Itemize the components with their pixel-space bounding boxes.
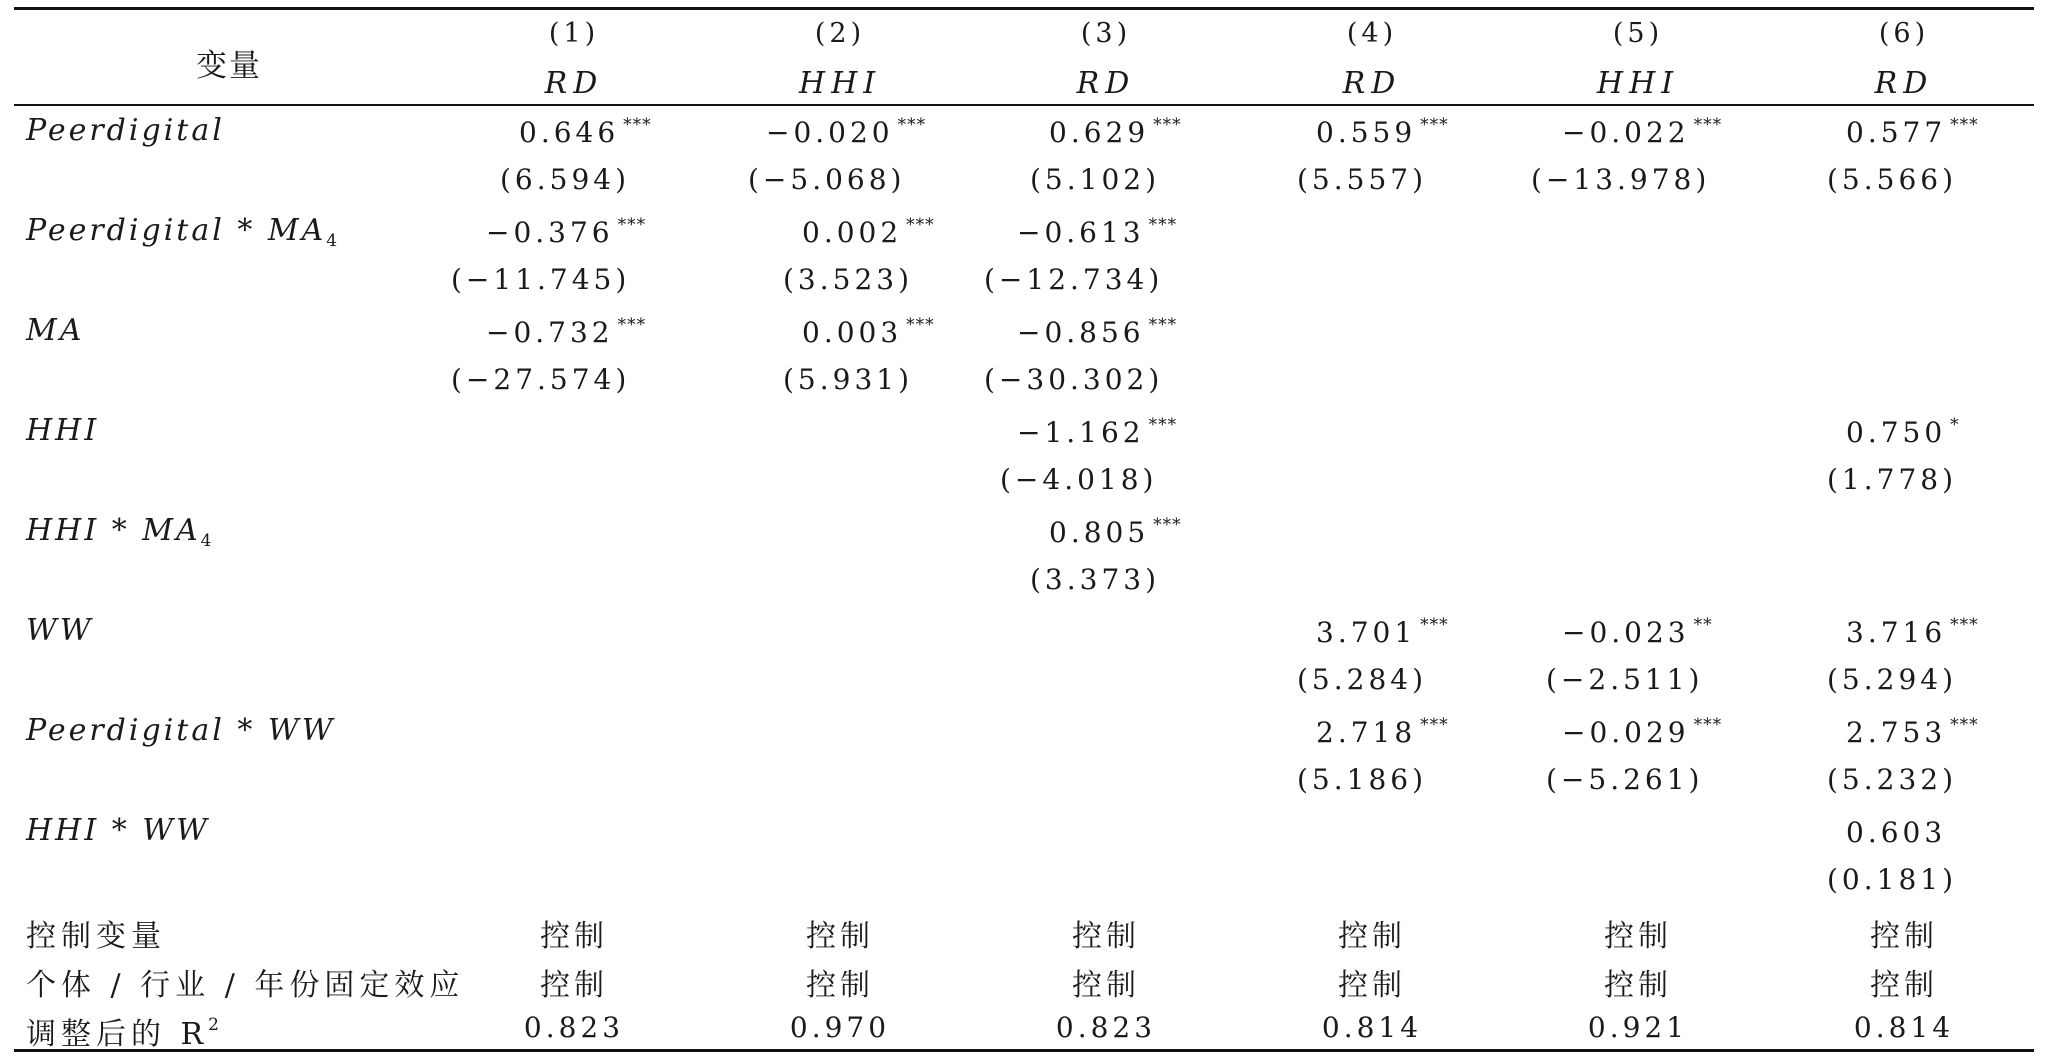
row-label-peerdigital-ww: Peerdigital * WW [26, 713, 336, 748]
coefficient: 2.718 *** [1316, 715, 1449, 749]
coefficient: −0.613 *** [1017, 215, 1178, 249]
adjusted-r2-cell: 0.921 [1587, 1011, 1689, 1044]
dependent-variable: RD [1076, 66, 1136, 101]
dependent-variable: RD [1874, 66, 1934, 101]
t-statistic: (1.778) [1827, 463, 1958, 496]
t-statistic: (5.566) [1827, 163, 1958, 196]
adjusted-r2-cell: 0.823 [523, 1011, 625, 1044]
row-label-ww: WW [26, 613, 94, 648]
t-statistic: (6.594) [500, 163, 631, 196]
t-statistic: (5.186) [1297, 763, 1428, 796]
row-label-controls: 控制变量 [26, 919, 166, 954]
t-statistic: (0.181) [1827, 863, 1958, 896]
controls-cell: 控制 [1870, 919, 1938, 954]
coefficient: 0.805 *** [1049, 515, 1182, 549]
dependent-variable: HHI [798, 66, 882, 101]
row-label-ma: MA [26, 313, 85, 348]
coefficient: 0.750 * [1846, 415, 1960, 449]
fixed-effects-cell: 控制 [1604, 968, 1672, 1003]
t-statistic: (−2.511) [1546, 663, 1704, 696]
adjusted-r2-cell: 0.970 [789, 1011, 891, 1044]
coefficient: −0.023 ** [1562, 615, 1713, 649]
row-label-adjusted-r2: 调整后的 $R^2$ [26, 1015, 224, 1052]
coefficient: 3.701 *** [1316, 615, 1449, 649]
header-rule [14, 104, 2034, 106]
t-statistic: (3.523) [783, 263, 914, 296]
coefficient: −0.376 *** [486, 215, 647, 249]
coefficient: −0.732 *** [486, 315, 647, 349]
dependent-variable: HHI [1596, 66, 1680, 101]
coefficient: 0.646 *** [519, 115, 652, 149]
controls-cell: 控制 [540, 919, 608, 954]
fixed-effects-cell: 控制 [1072, 968, 1140, 1003]
top-rule [14, 7, 2034, 10]
t-statistic: (5.294) [1827, 663, 1958, 696]
column-number: (3) [1080, 18, 1132, 49]
row-label-hhi-ma4: HHI * $MA_4$ [26, 513, 215, 551]
row-label-hhi-ww: HHI * WW [26, 813, 210, 848]
coefficient: 0.002 *** [802, 215, 935, 249]
column-number: (1) [548, 18, 600, 49]
t-statistic: (5.232) [1827, 763, 1958, 796]
t-statistic: (−11.745) [451, 263, 631, 296]
t-statistic: (5.102) [1030, 163, 1161, 196]
coefficient: −0.020 *** [766, 115, 927, 149]
t-statistic: (5.284) [1297, 663, 1428, 696]
coefficient: 2.753 *** [1846, 715, 1979, 749]
column-number: (6) [1878, 18, 1930, 49]
t-statistic: (−27.574) [451, 363, 631, 396]
bottom-rule [14, 1049, 2034, 1052]
controls-cell: 控制 [806, 919, 874, 954]
t-statistic: (−12.734) [984, 263, 1164, 296]
t-statistic: (5.557) [1297, 163, 1428, 196]
coefficient: 0.003 *** [802, 315, 935, 349]
coefficient: 0.559 *** [1316, 115, 1449, 149]
t-statistic: (−5.261) [1546, 763, 1704, 796]
row-label-hhi: HHI [26, 413, 100, 448]
row-label-peerdigital: Peerdigital [26, 113, 225, 148]
row-label-peerdigital-ma4: Peerdigital * $MA_4$ [26, 213, 341, 251]
coefficient: −0.856 *** [1017, 315, 1178, 349]
coefficient: −0.022 *** [1562, 115, 1723, 149]
controls-cell: 控制 [1072, 919, 1140, 954]
t-statistic: (5.931) [783, 363, 914, 396]
t-statistic: (−4.018) [1000, 463, 1158, 496]
column-number: (2) [814, 18, 866, 49]
fixed-effects-cell: 控制 [540, 968, 608, 1003]
t-statistic: (−13.978) [1531, 163, 1711, 196]
variable-header: 变量 [196, 48, 262, 84]
fixed-effects-cell: 控制 [1870, 968, 1938, 1003]
coefficient: 0.629 *** [1049, 115, 1182, 149]
t-statistic: (3.373) [1030, 563, 1161, 596]
coefficient: 0.577 *** [1846, 115, 1979, 149]
dependent-variable: RD [544, 66, 604, 101]
t-statistic: (−5.068) [748, 163, 906, 196]
controls-cell: 控制 [1338, 919, 1406, 954]
adjusted-r2-cell: 0.814 [1321, 1011, 1423, 1044]
adjusted-r2-cell: 0.823 [1055, 1011, 1157, 1044]
row-label-fixed-effects: 个体 / 行业 / 年份固定效应 [26, 968, 465, 1003]
fixed-effects-cell: 控制 [806, 968, 874, 1003]
adjusted-r2-cell: 0.814 [1853, 1011, 1955, 1044]
column-number: (5) [1612, 18, 1664, 49]
dependent-variable: RD [1342, 66, 1402, 101]
coefficient: −0.029 *** [1562, 715, 1723, 749]
t-statistic: (−30.302) [984, 363, 1164, 396]
column-number: (4) [1346, 18, 1398, 49]
controls-cell: 控制 [1604, 919, 1672, 954]
coefficient: 3.716 *** [1846, 615, 1979, 649]
coefficient: −1.162 *** [1017, 415, 1178, 449]
fixed-effects-cell: 控制 [1338, 968, 1406, 1003]
coefficient: 0.603 [1846, 816, 1947, 849]
